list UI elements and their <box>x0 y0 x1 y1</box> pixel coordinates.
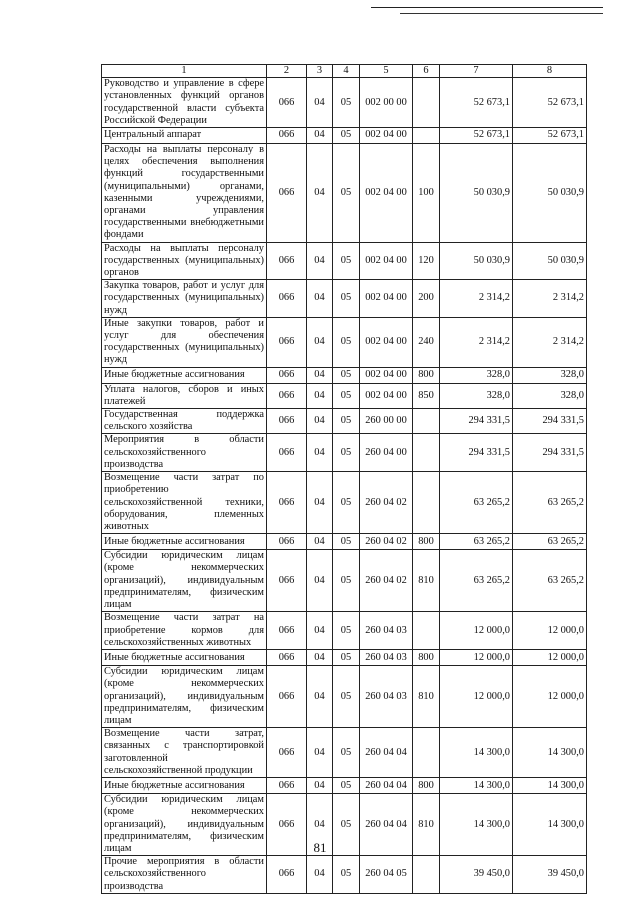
amount-col-7: 14 300,0 <box>440 728 513 778</box>
subsection-code: 05 <box>333 550 360 612</box>
section-code: 04 <box>307 144 333 243</box>
section-code: 04 <box>307 612 333 650</box>
row-name: Расходы на выплаты персоналу в целях обеспечения выполнения функций государственными (муниципальными) органами, казенными учреждениями, органами управления государственными внебюджетными фондами <box>102 144 267 243</box>
target-article-code: 260 04 04 <box>360 794 413 856</box>
target-article-code: 002 04 00 <box>360 317 413 367</box>
target-article-code: 002 04 00 <box>360 128 413 144</box>
header-rule-secondary <box>400 13 603 14</box>
table-row <box>102 550 587 612</box>
ministry-code: 066 <box>267 280 307 318</box>
section-code: 04 <box>307 367 333 383</box>
column-number: 3 <box>307 65 333 78</box>
budget-table <box>101 64 587 894</box>
amount-col-8: 63 265,2 <box>513 550 587 612</box>
row-name: Иные бюджетные ассигнования <box>102 367 267 383</box>
table-row <box>102 778 587 794</box>
amount-col-7: 2 314,2 <box>440 317 513 367</box>
ministry-code: 066 <box>267 242 307 280</box>
table-row <box>102 856 587 894</box>
target-article-code: 260 04 04 <box>360 728 413 778</box>
column-number: 6 <box>413 65 440 78</box>
subsection-code: 05 <box>333 534 360 550</box>
subsection-code: 05 <box>333 794 360 856</box>
row-name: Возмещение части затрат на приобретение кормов для сельскохозяйственных животных <box>102 612 267 650</box>
amount-col-7: 63 265,2 <box>440 550 513 612</box>
subsection-code: 05 <box>333 650 360 666</box>
expense-type-code: 850 <box>413 383 440 408</box>
amount-col-7: 2 314,2 <box>440 280 513 318</box>
expense-type-code <box>413 128 440 144</box>
subsection-code: 05 <box>333 367 360 383</box>
header-rule <box>371 7 603 8</box>
row-name: Закупка товаров, работ и услуг для государственных (муниципальных) нужд <box>102 280 267 318</box>
amount-col-7: 328,0 <box>440 367 513 383</box>
row-name: Возмещение части затрат по приобретению сельскохозяйственной техники, оборудования, племенных животных <box>102 472 267 534</box>
column-number: 5 <box>360 65 413 78</box>
ministry-code: 066 <box>267 856 307 894</box>
amount-col-7: 50 030,9 <box>440 144 513 243</box>
amount-col-7: 52 673,1 <box>440 128 513 144</box>
row-name: Прочие мероприятия в области сельскохозяйственного производства <box>102 856 267 894</box>
target-article-code: 260 04 00 <box>360 434 413 472</box>
amount-col-8: 50 030,9 <box>513 242 587 280</box>
expense-type-code: 200 <box>413 280 440 318</box>
target-article-code: 260 04 04 <box>360 778 413 794</box>
expense-type-code <box>413 612 440 650</box>
subsection-code: 05 <box>333 728 360 778</box>
amount-col-7: 50 030,9 <box>440 242 513 280</box>
table-row <box>102 317 587 367</box>
section-code: 04 <box>307 666 333 728</box>
ministry-code: 066 <box>267 434 307 472</box>
subsection-code: 05 <box>333 409 360 434</box>
subsection-code: 05 <box>333 242 360 280</box>
amount-col-8: 39 450,0 <box>513 856 587 894</box>
amount-col-7: 328,0 <box>440 383 513 408</box>
expense-type-code <box>413 856 440 894</box>
amount-col-7: 294 331,5 <box>440 409 513 434</box>
amount-col-7: 294 331,5 <box>440 434 513 472</box>
section-code: 04 <box>307 128 333 144</box>
table-row <box>102 434 587 472</box>
section-code: 04 <box>307 242 333 280</box>
table-row <box>102 128 587 144</box>
row-name: Центральный аппарат <box>102 128 267 144</box>
row-name: Субсидии юридическим лицам (кроме некоммерческих организаций), индивидуальным предпринимателям, физическим лицам <box>102 794 267 856</box>
table-row <box>102 367 587 383</box>
section-code: 04 <box>307 728 333 778</box>
expense-type-code <box>413 728 440 778</box>
target-article-code: 260 00 00 <box>360 409 413 434</box>
row-name: Иные бюджетные ассигнования <box>102 650 267 666</box>
subsection-code: 05 <box>333 666 360 728</box>
target-article-code: 002 04 00 <box>360 144 413 243</box>
expense-type-code: 800 <box>413 650 440 666</box>
section-code: 04 <box>307 472 333 534</box>
amount-col-8: 294 331,5 <box>513 434 587 472</box>
subsection-code: 05 <box>333 280 360 318</box>
subsection-code: 05 <box>333 856 360 894</box>
row-name: Иные бюджетные ассигнования <box>102 534 267 550</box>
table-row <box>102 666 587 728</box>
amount-col-7: 63 265,2 <box>440 472 513 534</box>
expense-type-code <box>413 434 440 472</box>
table-row <box>102 383 587 408</box>
ministry-code: 066 <box>267 550 307 612</box>
subsection-code: 05 <box>333 78 360 128</box>
ministry-code: 066 <box>267 383 307 408</box>
amount-col-7: 14 300,0 <box>440 778 513 794</box>
amount-col-8: 14 300,0 <box>513 778 587 794</box>
target-article-code: 002 00 00 <box>360 78 413 128</box>
amount-col-8: 12 000,0 <box>513 612 587 650</box>
ministry-code: 066 <box>267 78 307 128</box>
subsection-code: 05 <box>333 472 360 534</box>
target-article-code: 002 04 00 <box>360 280 413 318</box>
ministry-code: 066 <box>267 128 307 144</box>
ministry-code: 066 <box>267 472 307 534</box>
row-name: Расходы на выплаты персоналу государственных (муниципальных) органов <box>102 242 267 280</box>
ministry-code: 066 <box>267 666 307 728</box>
section-code: 04 <box>307 534 333 550</box>
ministry-code: 066 <box>267 650 307 666</box>
table-row <box>102 728 587 778</box>
section-code: 04 <box>307 650 333 666</box>
table-row <box>102 280 587 318</box>
subsection-code: 05 <box>333 317 360 367</box>
table-row <box>102 650 587 666</box>
table-row <box>102 534 587 550</box>
subsection-code: 05 <box>333 144 360 243</box>
expense-type-code: 240 <box>413 317 440 367</box>
amount-col-8: 12 000,0 <box>513 650 587 666</box>
column-number-row <box>102 65 587 78</box>
amount-col-8: 2 314,2 <box>513 280 587 318</box>
section-code: 04 <box>307 794 333 856</box>
target-article-code: 002 04 00 <box>360 367 413 383</box>
target-article-code: 260 04 02 <box>360 472 413 534</box>
table-row <box>102 78 587 128</box>
subsection-code: 05 <box>333 778 360 794</box>
expense-type-code: 800 <box>413 534 440 550</box>
table-row <box>102 409 587 434</box>
amount-col-8: 2 314,2 <box>513 317 587 367</box>
row-name: Государственная поддержка сельского хозяйства <box>102 409 267 434</box>
table-row <box>102 242 587 280</box>
amount-col-7: 39 450,0 <box>440 856 513 894</box>
expense-type-code: 810 <box>413 794 440 856</box>
section-code: 04 <box>307 856 333 894</box>
subsection-code: 05 <box>333 128 360 144</box>
row-name: Возмещение части затрат, связанных с транспортировкой заготовленной сельскохозяйственной продукции <box>102 728 267 778</box>
amount-col-8: 52 673,1 <box>513 128 587 144</box>
section-code: 04 <box>307 409 333 434</box>
column-number: 8 <box>513 65 587 78</box>
amount-col-8: 14 300,0 <box>513 794 587 856</box>
amount-col-8: 14 300,0 <box>513 728 587 778</box>
row-name: Руководство и управление в сфере установленных функций органов государственной власти субъекта Российской Федерации <box>102 78 267 128</box>
column-number: 2 <box>267 65 307 78</box>
expense-type-code: 810 <box>413 666 440 728</box>
expense-type-code: 810 <box>413 550 440 612</box>
amount-col-8: 52 673,1 <box>513 78 587 128</box>
ministry-code: 066 <box>267 534 307 550</box>
amount-col-8: 328,0 <box>513 367 587 383</box>
subsection-code: 05 <box>333 383 360 408</box>
ministry-code: 066 <box>267 367 307 383</box>
amount-col-7: 52 673,1 <box>440 78 513 128</box>
expense-type-code: 120 <box>413 242 440 280</box>
row-name: Субсидии юридическим лицам (кроме некоммерческих организаций), индивидуальным предпринимателям, физическим лицам <box>102 666 267 728</box>
table-row <box>102 612 587 650</box>
target-article-code: 260 04 03 <box>360 612 413 650</box>
row-name: Мероприятия в области сельскохозяйственного производства <box>102 434 267 472</box>
column-number: 1 <box>102 65 267 78</box>
section-code: 04 <box>307 778 333 794</box>
row-name: Уплата налогов, сборов и иных платежей <box>102 383 267 408</box>
amount-col-8: 294 331,5 <box>513 409 587 434</box>
row-name: Субсидии юридическим лицам (кроме некоммерческих организаций), индивидуальным предпринимателям, физическим лицам <box>102 550 267 612</box>
page-number: 81 <box>313 840 327 855</box>
row-name: Иные закупки товаров, работ и услуг для обеспечения государственных (муниципальных) нужд <box>102 317 267 367</box>
target-article-code: 260 04 03 <box>360 666 413 728</box>
target-article-code: 002 04 00 <box>360 242 413 280</box>
table-row <box>102 144 587 243</box>
amount-col-7: 12 000,0 <box>440 666 513 728</box>
amount-col-8: 63 265,2 <box>513 534 587 550</box>
amount-col-7: 63 265,2 <box>440 534 513 550</box>
section-code: 04 <box>307 280 333 318</box>
amount-col-8: 63 265,2 <box>513 472 587 534</box>
target-article-code: 260 04 02 <box>360 550 413 612</box>
target-article-code: 260 04 03 <box>360 650 413 666</box>
table-row <box>102 472 587 534</box>
expense-type-code: 800 <box>413 367 440 383</box>
section-code: 04 <box>307 550 333 612</box>
ministry-code: 066 <box>267 612 307 650</box>
subsection-code: 05 <box>333 434 360 472</box>
amount-col-8: 50 030,9 <box>513 144 587 243</box>
column-number: 7 <box>440 65 513 78</box>
ministry-code: 066 <box>267 728 307 778</box>
ministry-code: 066 <box>267 144 307 243</box>
amount-col-7: 12 000,0 <box>440 650 513 666</box>
row-name: Иные бюджетные ассигнования <box>102 778 267 794</box>
target-article-code: 260 04 02 <box>360 534 413 550</box>
expense-type-code: 800 <box>413 778 440 794</box>
ministry-code: 066 <box>267 409 307 434</box>
target-article-code: 260 04 05 <box>360 856 413 894</box>
ministry-code: 066 <box>267 778 307 794</box>
section-code: 04 <box>307 317 333 367</box>
section-code: 04 <box>307 434 333 472</box>
amount-col-8: 328,0 <box>513 383 587 408</box>
expense-type-code: 100 <box>413 144 440 243</box>
section-code: 04 <box>307 78 333 128</box>
amount-col-7: 12 000,0 <box>440 612 513 650</box>
amount-col-8: 12 000,0 <box>513 666 587 728</box>
section-code: 04 <box>307 383 333 408</box>
target-article-code: 002 04 00 <box>360 383 413 408</box>
expense-type-code <box>413 78 440 128</box>
ministry-code: 066 <box>267 317 307 367</box>
ministry-code: 066 <box>267 794 307 856</box>
column-number: 4 <box>333 65 360 78</box>
expense-type-code <box>413 472 440 534</box>
expense-type-code <box>413 409 440 434</box>
amount-col-7: 14 300,0 <box>440 794 513 856</box>
subsection-code: 05 <box>333 612 360 650</box>
